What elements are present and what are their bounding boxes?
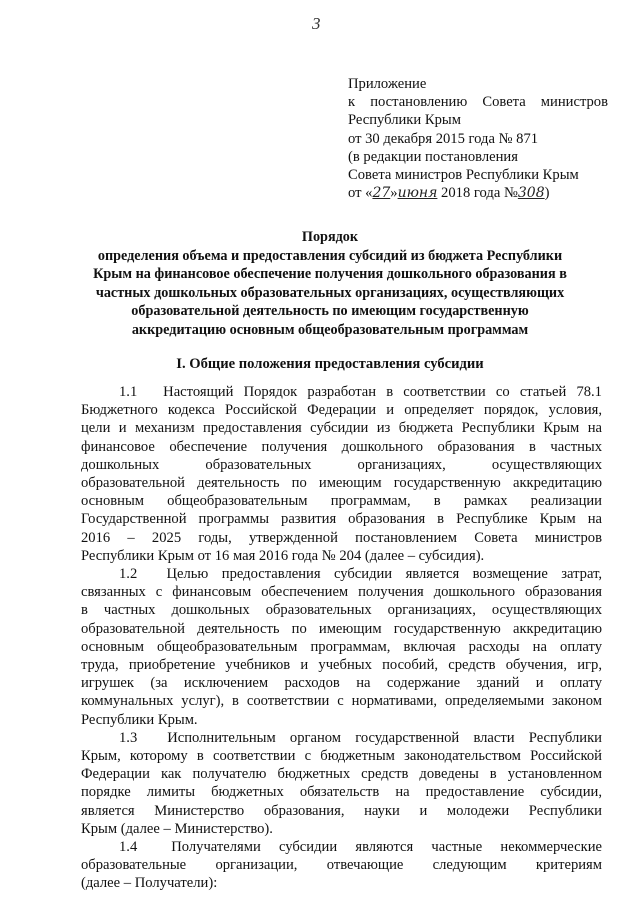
appendix-line: от 30 декабря 2015 года № 871 bbox=[348, 130, 539, 147]
paragraph-line: связанных с финансовым обеспечением получения дошкольного образования bbox=[81, 584, 602, 601]
body-text bbox=[81, 383, 602, 893]
date-prefix: от « bbox=[348, 185, 373, 202]
paragraph-line: Крым (далее – Министерство). bbox=[81, 820, 273, 837]
date-year: 2018 года № bbox=[437, 185, 518, 202]
title-main: Порядок bbox=[301, 229, 359, 245]
paragraph-line: образовательной деятельность по имеющим государственную аккредитацию bbox=[81, 620, 602, 637]
paragraph-line: (далее – Получатели): bbox=[81, 875, 218, 892]
appendix-date-line bbox=[348, 184, 608, 202]
paragraph-number: 1.1 bbox=[119, 384, 138, 400]
paragraph-number: 1.4 bbox=[119, 839, 138, 856]
appendix-line: Приложение bbox=[348, 76, 427, 92]
paragraph-line: 2016 – 2025 годы, утвержденной постановлением Совета министров bbox=[81, 529, 602, 546]
paragraph-text: Целью предоставления субсидии является возмещение затрат, bbox=[166, 566, 602, 583]
paragraph-1-3 bbox=[81, 729, 602, 838]
paragraph-line: является Министерство образования, науки и молодежи Республики bbox=[81, 802, 602, 819]
paragraph-line: Федерации как получателю бюджетных средств доведены в установленном bbox=[81, 766, 602, 783]
paragraph-line: в частных дошкольных образовательных организациях, осуществляющих bbox=[81, 602, 602, 619]
paragraph-line bbox=[81, 383, 602, 401]
paragraph-line: порядке лимиты бюджетных обязательств на предоставление субсидии, bbox=[81, 784, 602, 801]
paragraph-text: Настоящий Порядок разработан в соответствии со статьей 78.1 bbox=[163, 384, 602, 400]
paragraph-line bbox=[81, 729, 602, 747]
handwritten-number: 308 bbox=[517, 185, 545, 202]
paragraph-line: коммунальных услуг), в соответствии с нормативами, определяемыми законом bbox=[81, 693, 602, 710]
paragraph-number: 1.3 bbox=[119, 729, 138, 746]
paragraph-line: труда, приобретение учебников и учебных пособий, средств обучения, игр, bbox=[81, 657, 602, 674]
paragraph-line: финансовое обеспечение получения дошкольного образования в частных bbox=[81, 438, 602, 455]
paragraph-text: Получателями субсидии являются частные некоммерческие bbox=[171, 839, 602, 856]
date-mid: » bbox=[390, 185, 398, 202]
paragraph-line bbox=[81, 565, 602, 583]
paragraph-line: Республики Крым от 16 мая 2016 года № 204 (далее – субсидия). bbox=[81, 547, 485, 564]
handwritten-month: июня bbox=[397, 185, 438, 202]
appendix-line: к постановлению Совета министров bbox=[348, 94, 608, 111]
paragraph-line: дошкольных образовательных организациях, осуществляющих bbox=[81, 456, 602, 473]
paragraph-1-1 bbox=[81, 383, 602, 565]
paragraph-line: Государственной программы развития образования в Республике Крым на bbox=[81, 511, 602, 528]
title-line: частных дошкольных образовательных организациях, осуществляющих bbox=[95, 284, 565, 301]
title-line: определения объема и предоставления субсидий из бюджета Республики bbox=[97, 247, 563, 264]
paragraph-line: цели и механизм предоставления субсидии из бюджета Республики Крым на bbox=[81, 420, 602, 437]
paragraph-line: игрушек (за исключением расходов на содержание зданий и оплату bbox=[81, 675, 602, 692]
document-title bbox=[60, 228, 600, 340]
title-line: Крым на финансовое обеспечение получения дошкольного образования в bbox=[93, 266, 567, 283]
paragraph-text: Исполнительным органом государственной власти Республики bbox=[167, 729, 602, 746]
appendix-line: Совета министров Республики Крым bbox=[348, 167, 579, 184]
paragraph-line: Бюджетного кодекса Российской Федерации и определяет порядок, условия, bbox=[81, 402, 602, 419]
date-suffix: ) bbox=[544, 185, 550, 202]
paragraph-line: основным общеобразовательным программам, в рамках реализации bbox=[81, 493, 602, 510]
handwritten-day: 27 bbox=[372, 185, 391, 202]
paragraph-number: 1.2 bbox=[119, 566, 138, 583]
paragraph-line: Крым, которому в соответствии с бюджетным законодательством Российской bbox=[81, 748, 602, 765]
appendix-block bbox=[348, 75, 608, 202]
page-number: 3 bbox=[312, 14, 321, 33]
paragraph-line bbox=[81, 838, 602, 856]
appendix-line: (в редакции постановления bbox=[348, 148, 518, 165]
paragraph-line: основным общеобразовательным программам, включая расходы на оплату bbox=[81, 638, 602, 655]
title-line: образовательной деятельность по имеющим государственную bbox=[131, 303, 529, 320]
paragraph-1-4 bbox=[81, 838, 602, 893]
title-line: аккредитацию основным общеобразовательным программам bbox=[131, 321, 529, 338]
paragraph-1-2 bbox=[81, 565, 602, 729]
paragraph-line: образовательной деятельность по имеющим государственную аккредитацию bbox=[81, 475, 602, 492]
paragraph-line: Республики Крым. bbox=[81, 711, 198, 728]
section-heading: I. Общие положения предоставления субсидии bbox=[176, 356, 484, 372]
appendix-line: Республики Крым bbox=[348, 112, 461, 129]
paragraph-line: образовательные организации, отвечающие следующим критериям bbox=[81, 857, 602, 874]
